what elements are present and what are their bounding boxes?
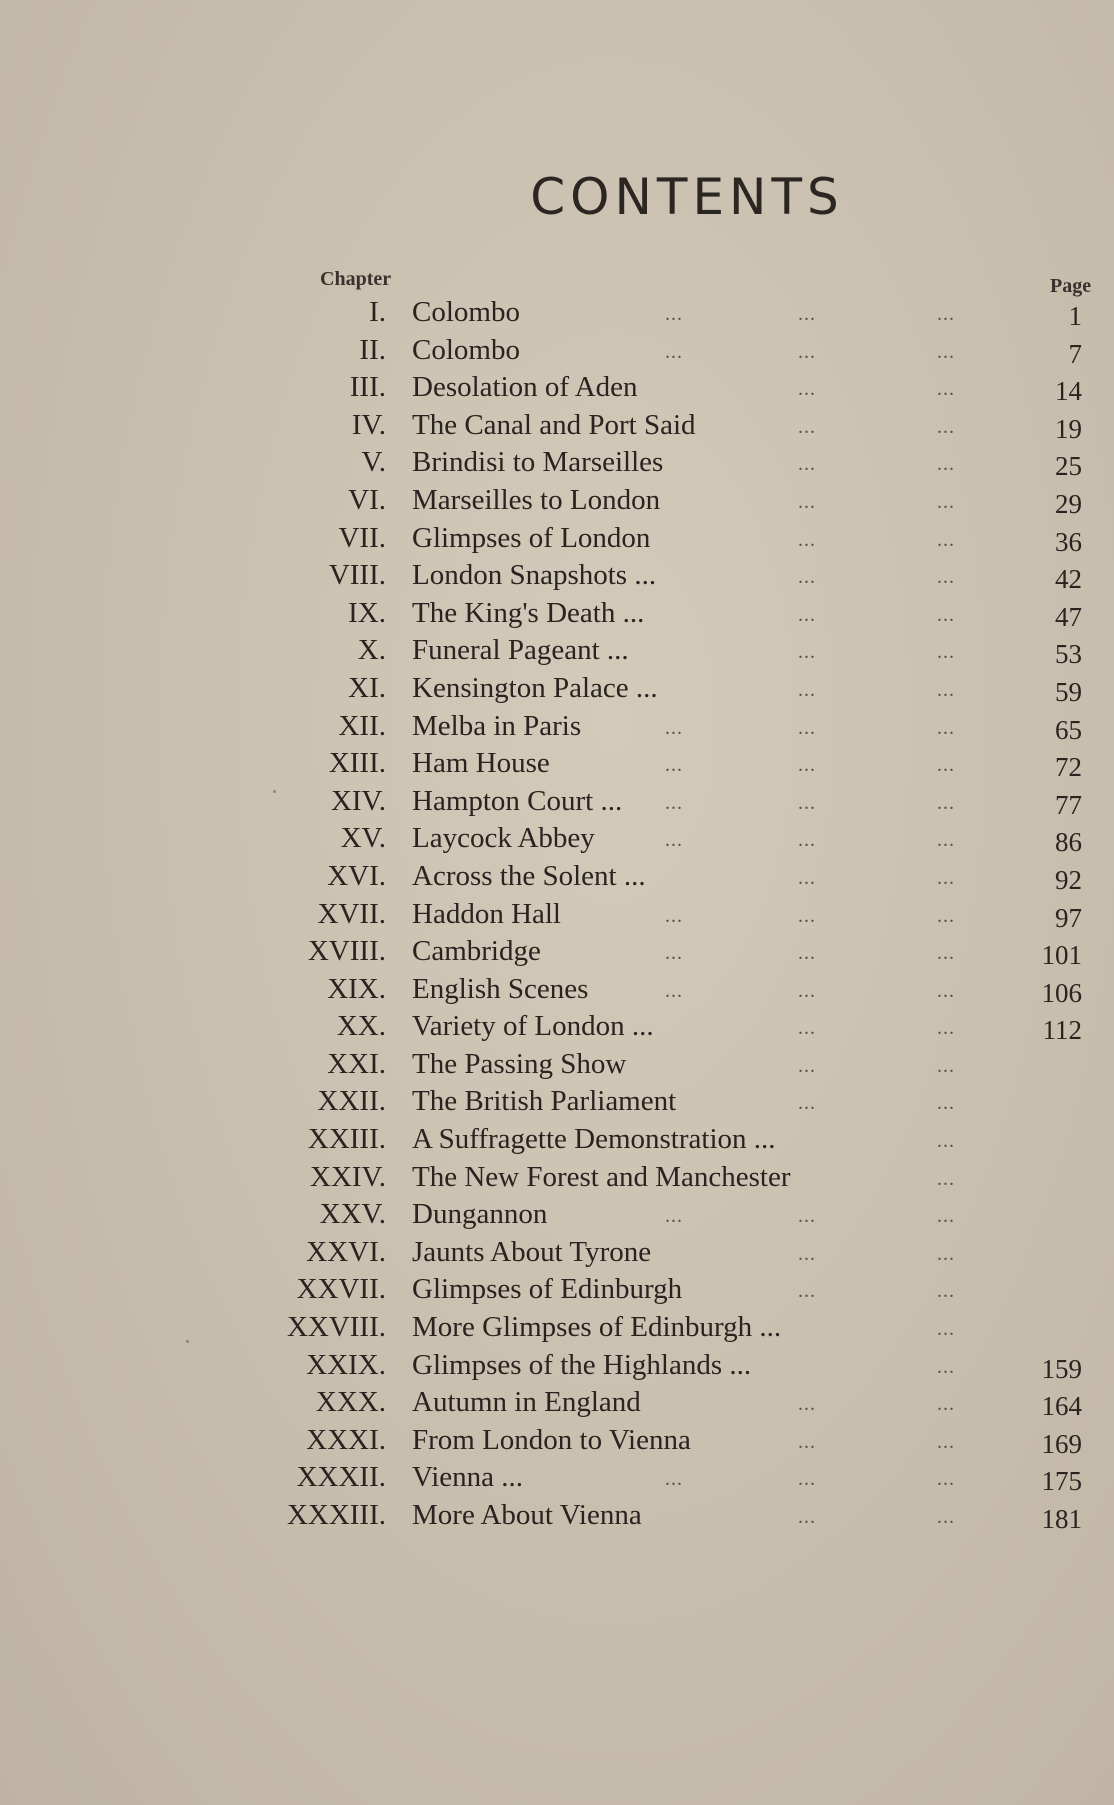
dot-leader: ... [798, 791, 816, 814]
chapter-number: VIII. [328, 559, 386, 592]
toc-row [0, 1159, 1114, 1197]
dot-leader: ... [798, 1506, 816, 1528]
dot-leader: ... [798, 866, 816, 889]
chapter-number: IV. [351, 408, 386, 441]
toc-row [0, 1121, 1114, 1159]
page-number: 86 [1055, 827, 1082, 858]
dot-leader: ... [798, 1280, 816, 1303]
page-number: 19 [1055, 413, 1082, 444]
chapter-title: The Canal and Port Said [412, 408, 696, 441]
chapter-number: VI. [348, 483, 386, 516]
chapter-title: The New Forest and Manchester [412, 1160, 791, 1193]
chapter-number: XX. [336, 1010, 386, 1043]
chapter-number: XXVII. [296, 1273, 386, 1306]
page-number: 53 [1055, 639, 1082, 670]
toc-row [0, 557, 1114, 595]
dot-leader: ... [798, 378, 816, 401]
page-number: 42 [1055, 564, 1082, 595]
chapter-title: Kensington Palace ... [412, 671, 658, 704]
chapter-title: The King's Death ... [412, 596, 645, 629]
page-number: 14 [1055, 376, 1082, 407]
chapter-number: XV. [340, 822, 386, 855]
page-column-header: Page [1050, 275, 1092, 297]
chapter-title: Desolation of Aden [412, 371, 638, 404]
chapter-title: Glimpses of the Highlands ... [412, 1348, 752, 1381]
dot-leader: ... [937, 1205, 955, 1228]
chapter-number: XIX. [327, 972, 386, 1005]
chapter-number: VII. [338, 521, 386, 554]
dot-leader: ... [937, 1092, 955, 1115]
dot-leader: ... [798, 1205, 816, 1228]
chapter-title: Haddon Hall [412, 897, 561, 930]
dot-leader: ... [937, 979, 955, 1002]
chapter-title: London Snapshots ... [412, 559, 657, 592]
page-number: 106 [1041, 977, 1082, 1008]
dot-leader: ... [665, 754, 683, 777]
dot-leader: ... [798, 603, 816, 626]
chapter-title: Glimpses of London [412, 521, 651, 554]
chapter-title: Colombo [412, 333, 520, 366]
dot-leader: ... [937, 453, 955, 476]
chapter-number: XXVIII. [286, 1311, 386, 1344]
page-number: 175 [1041, 1466, 1082, 1497]
toc-row [0, 1347, 1114, 1385]
toc-row [0, 1196, 1114, 1234]
toc-row [0, 1422, 1114, 1460]
toc-row [0, 632, 1114, 670]
page-number: 65 [1055, 714, 1082, 745]
chapter-number: III. [349, 371, 386, 404]
chapter-title: More Glimpses of Edinburgh ... [412, 1311, 782, 1344]
dot-leader: ... [798, 1242, 816, 1265]
chapter-number: XXIX. [306, 1348, 386, 1381]
dot-leader: ... [798, 1054, 816, 1077]
chapter-title: Marseilles to London [412, 483, 661, 516]
dot-leader: ... [937, 942, 955, 965]
dot-leader: ... [937, 303, 955, 325]
chapter-title: Hampton Court ... [412, 784, 623, 817]
chapter-title: Vienna ... [412, 1461, 524, 1494]
toc-row [0, 1046, 1114, 1084]
toc-row [0, 1234, 1114, 1272]
toc-row [0, 820, 1114, 858]
dot-leader: ... [937, 1017, 955, 1040]
chapter-title: Jaunts About Tyrone [412, 1235, 652, 1268]
toc-row [0, 520, 1114, 558]
dot-leader: ... [798, 1092, 816, 1115]
dot-leader: ... [798, 490, 816, 513]
chapter-title: Glimpses of Edinburgh [412, 1273, 683, 1306]
chapter-title: From London to Vienna [412, 1423, 691, 1456]
page-number: 101 [1041, 940, 1082, 971]
page-number: 92 [1055, 864, 1082, 895]
dot-leader: ... [665, 340, 683, 363]
chapter-number: XXIII. [307, 1123, 386, 1156]
table-of-contents [0, 294, 1114, 1535]
toc-row [0, 1384, 1114, 1422]
page-number: 47 [1055, 601, 1082, 632]
chapter-title: Laycock Abbey [412, 822, 595, 855]
chapter-title: Colombo [412, 296, 520, 328]
chapter-title: Autumn in England [412, 1386, 641, 1419]
dot-leader: ... [798, 754, 816, 777]
dot-leader: ... [937, 1393, 955, 1416]
page-number: 112 [1042, 1015, 1082, 1046]
chapter-title: Brindisi to Marseilles [412, 446, 664, 479]
chapter-number: XIV. [330, 784, 386, 817]
toc-row [0, 1309, 1114, 1347]
toc-row [0, 294, 1114, 332]
dot-leader: ... [937, 1167, 955, 1190]
chapter-number: XXX. [315, 1386, 386, 1419]
dot-leader: ... [937, 829, 955, 852]
chapter-number: XXIV. [310, 1160, 386, 1193]
dot-leader: ... [937, 754, 955, 777]
toc-row [0, 670, 1114, 708]
chapter-title: Dungannon [412, 1198, 548, 1231]
chapter-number: XVII. [317, 897, 386, 930]
dot-leader: ... [937, 1318, 955, 1341]
dot-leader: ... [937, 490, 955, 513]
toc-row [0, 1008, 1114, 1046]
page-number: 77 [1055, 789, 1082, 820]
chapter-title: Ham House [412, 747, 550, 780]
dot-leader: ... [798, 566, 816, 589]
paper-speck [273, 790, 276, 793]
dot-leader: ... [937, 904, 955, 927]
dot-leader: ... [937, 1242, 955, 1265]
chapter-number: XVIII. [307, 935, 386, 968]
dot-leader: ... [798, 829, 816, 852]
dot-leader: ... [798, 1393, 816, 1416]
dot-leader: ... [937, 1054, 955, 1077]
chapter-title: Variety of London ... [412, 1010, 654, 1043]
paper-speck [186, 1340, 189, 1343]
dot-leader: ... [798, 904, 816, 927]
dot-leader: ... [665, 303, 683, 325]
dot-leader: ... [937, 1506, 955, 1528]
dot-leader: ... [937, 716, 955, 739]
dot-leader: ... [937, 528, 955, 551]
toc-row [0, 745, 1114, 783]
dot-leader: ... [665, 716, 683, 739]
chapter-number: II. [359, 333, 386, 366]
page-number: 72 [1055, 752, 1082, 783]
dot-leader: ... [937, 791, 955, 814]
chapter-number: XVI. [327, 859, 386, 892]
dot-leader: ... [665, 979, 683, 1002]
dot-leader: ... [798, 453, 816, 476]
page-number: 7 [1068, 338, 1082, 369]
toc-row [0, 444, 1114, 482]
dot-leader: ... [798, 528, 816, 551]
chapter-number: XXXII. [296, 1461, 386, 1494]
toc-row [0, 708, 1114, 746]
chapter-title: The British Parliament [412, 1085, 677, 1118]
chapter-title: The Passing Show [412, 1047, 627, 1080]
dot-leader: ... [937, 566, 955, 589]
toc-row [0, 482, 1114, 520]
page-number: 97 [1055, 902, 1082, 933]
page-number: 59 [1055, 676, 1082, 707]
dot-leader: ... [937, 866, 955, 889]
dot-leader: ... [798, 1430, 816, 1453]
chapter-number: XI. [348, 671, 386, 704]
chapter-number: XXXIII. [286, 1499, 386, 1531]
dot-leader: ... [798, 942, 816, 965]
dot-leader: ... [665, 829, 683, 852]
chapter-title: Cambridge [412, 935, 541, 968]
toc-row [0, 332, 1114, 370]
dot-leader: ... [937, 1130, 955, 1153]
dot-leader: ... [665, 1205, 683, 1228]
chapter-title: Funeral Pageant ... [412, 634, 629, 667]
toc-row [0, 369, 1114, 407]
page-number: 169 [1041, 1428, 1082, 1459]
dot-leader: ... [798, 415, 816, 438]
dot-leader: ... [937, 415, 955, 438]
chapter-title: Across the Solent ... [412, 859, 646, 892]
chapter-number: IX. [348, 596, 386, 629]
page-number: 36 [1055, 526, 1082, 557]
chapter-title: Melba in Paris [412, 709, 582, 742]
chapter-number: XXXI. [306, 1423, 386, 1456]
chapter-number: I. [369, 296, 386, 328]
chapter-number: XXVI. [306, 1235, 386, 1268]
toc-row [0, 858, 1114, 896]
chapter-number: XII. [338, 709, 386, 742]
dot-leader: ... [937, 641, 955, 664]
page-number: 159 [1041, 1353, 1082, 1384]
dot-leader: ... [798, 1017, 816, 1040]
toc-row [0, 1459, 1114, 1497]
page-number: 181 [1041, 1504, 1082, 1534]
toc-row [0, 1083, 1114, 1121]
dot-leader: ... [937, 1355, 955, 1378]
chapter-number: V. [361, 446, 386, 479]
page-number: 164 [1041, 1391, 1082, 1422]
dot-leader: ... [937, 678, 955, 701]
chapter-number: XIII. [328, 747, 386, 780]
chapter-number: XXV. [319, 1198, 386, 1231]
chapter-column-header: Chapter [320, 268, 392, 290]
dot-leader: ... [798, 340, 816, 363]
chapter-number: XXI. [327, 1047, 386, 1080]
page-title: CONTENTS [530, 168, 844, 226]
page-number: 25 [1055, 451, 1082, 482]
dot-leader: ... [665, 1468, 683, 1491]
dot-leader: ... [937, 1280, 955, 1303]
dot-leader: ... [937, 378, 955, 401]
chapter-number: X. [357, 634, 386, 667]
dot-leader: ... [798, 1468, 816, 1491]
toc-row [0, 896, 1114, 934]
dot-leader: ... [937, 603, 955, 626]
dot-leader: ... [798, 979, 816, 1002]
toc-row [0, 407, 1114, 445]
dot-leader: ... [798, 303, 816, 325]
dot-leader: ... [665, 791, 683, 814]
chapter-title: More About Vienna [412, 1499, 642, 1531]
dot-leader: ... [798, 716, 816, 739]
toc-row [0, 933, 1114, 971]
dot-leader: ... [665, 942, 683, 965]
page-number: 1 [1068, 301, 1082, 331]
toc-row [0, 595, 1114, 633]
dot-leader: ... [798, 641, 816, 664]
chapter-title: English Scenes [412, 972, 589, 1005]
dot-leader: ... [937, 340, 955, 363]
chapter-number: XXII. [317, 1085, 386, 1118]
dot-leader: ... [937, 1468, 955, 1491]
toc-row [0, 971, 1114, 1009]
toc-row [0, 1271, 1114, 1309]
dot-leader: ... [798, 678, 816, 701]
dot-leader: ... [665, 904, 683, 927]
page-number: 29 [1055, 488, 1082, 519]
toc-row [0, 783, 1114, 821]
dot-leader: ... [937, 1430, 955, 1453]
toc-row [0, 1497, 1114, 1535]
chapter-title: A Suffragette Demonstration ... [412, 1123, 776, 1156]
